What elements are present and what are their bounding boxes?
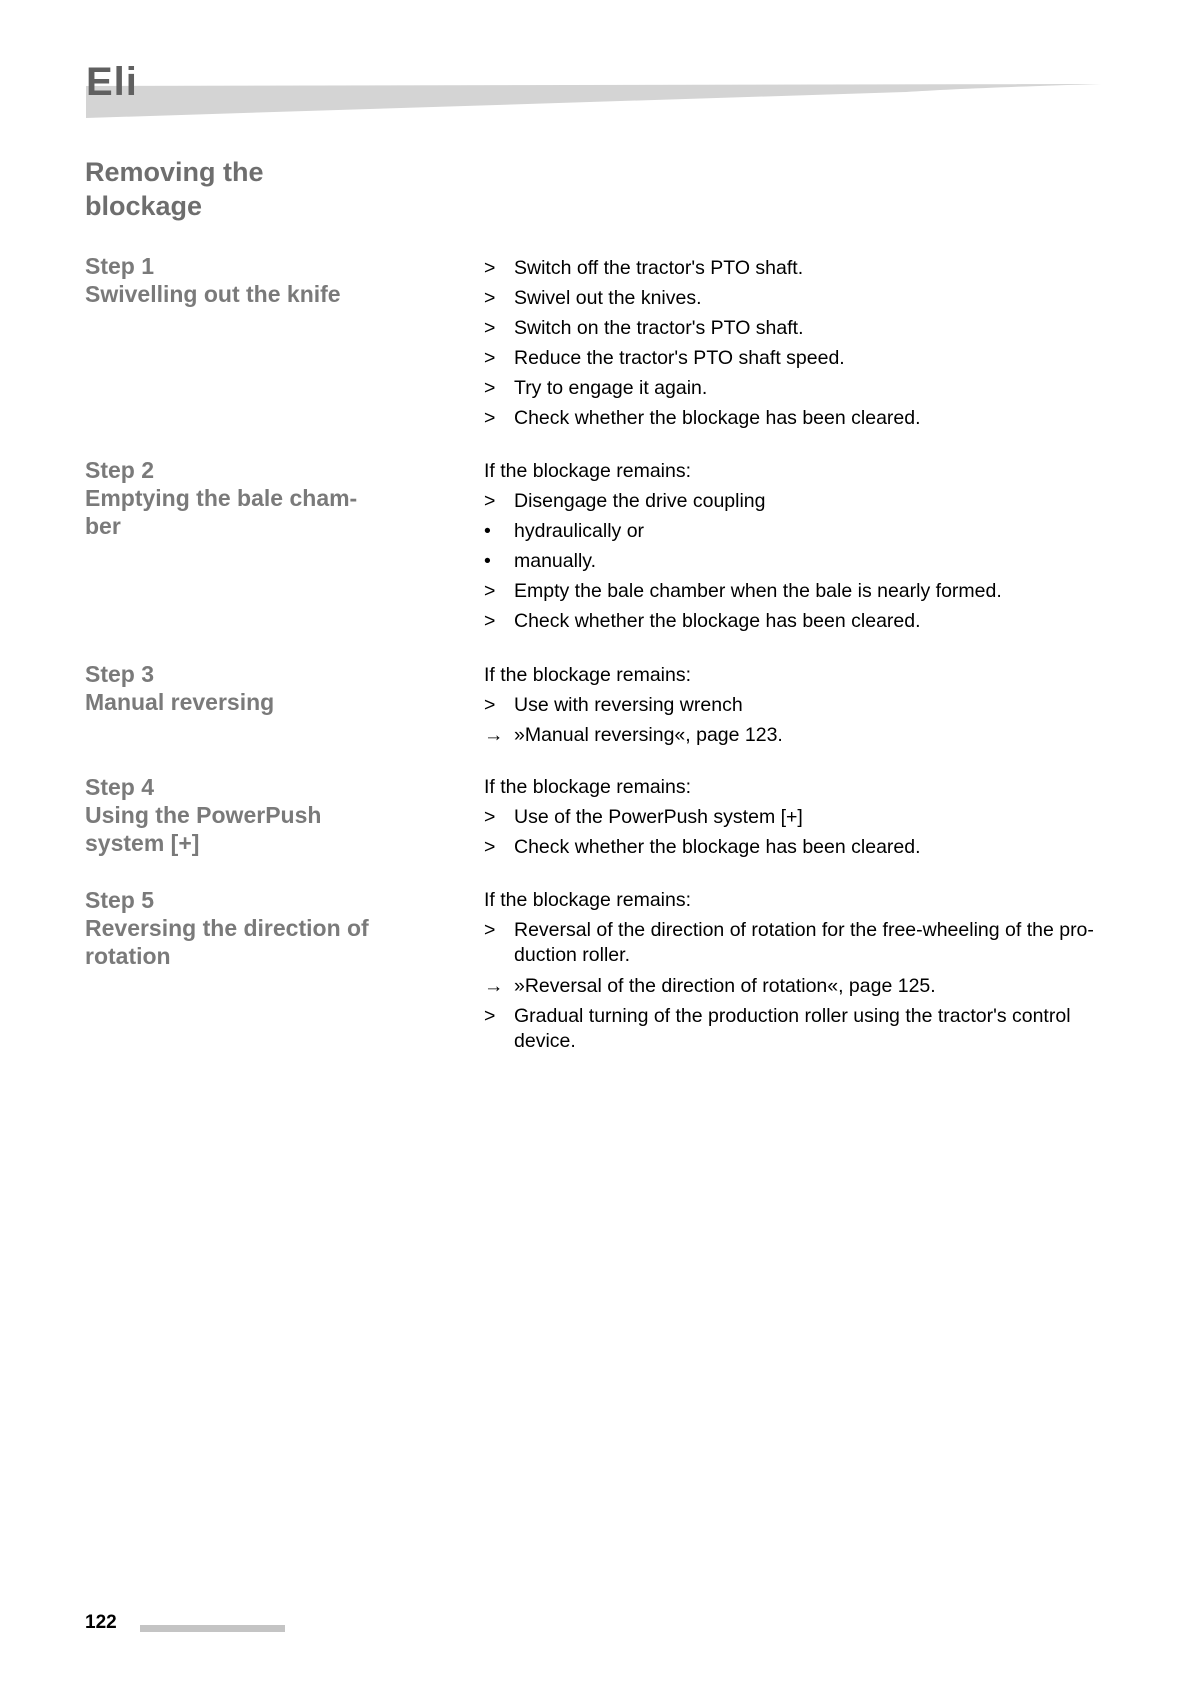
step-marker: > <box>484 287 496 309</box>
instruction-text: hydraulically or <box>514 520 645 542</box>
step-2-instructions <box>484 456 1104 636</box>
instruction-text: Disengage the drive coupling <box>514 490 766 512</box>
instruction-text: Check whether the blockage has been cleared. <box>514 610 921 632</box>
step-marker: > <box>484 347 496 369</box>
step-title: Manual reversing <box>85 689 275 715</box>
step-marker: > <box>484 1005 496 1027</box>
instruction-text: Empty the bale chamber when the bale is nearly formed. <box>514 580 1002 602</box>
step-4-heading <box>85 773 405 857</box>
step-5-instructions <box>484 885 1104 1057</box>
condition-text: If the blockage remains: <box>484 889 692 911</box>
instruction-text: Use with reversing wrench <box>514 694 743 716</box>
instruction-text: Swivel out the knives. <box>514 287 702 309</box>
instruction-line <box>484 576 1104 606</box>
instruction-text: Use of the PowerPush system [+] <box>514 806 803 828</box>
step-number: Step 4 <box>85 774 155 800</box>
instruction-line <box>484 606 1104 636</box>
instruction-text: Reversal of the direction of rotation for the free-wheeling of the pro-duction roller. <box>514 919 1094 966</box>
footer-bar <box>140 1625 285 1632</box>
instruction-line <box>484 283 1104 313</box>
arrow-right-icon: → <box>484 724 504 746</box>
header-swoosh-bar <box>86 58 1101 118</box>
instruction-line <box>484 343 1104 373</box>
instruction-line <box>484 802 1104 832</box>
instruction-line <box>484 373 1104 403</box>
step-marker: > <box>484 806 496 828</box>
step-marker: > <box>484 407 496 429</box>
instruction-text: Switch off the tractor's PTO shaft. <box>514 257 804 279</box>
step-marker: > <box>484 919 496 941</box>
instruction-line <box>484 403 1104 433</box>
step-number: Step 1 <box>85 253 155 279</box>
bullet-marker: • <box>484 520 491 542</box>
step-number: Step 3 <box>85 661 155 687</box>
bullet-line <box>484 546 1104 576</box>
instruction-text: Reduce the tractor's PTO shaft speed. <box>514 347 845 369</box>
step-marker: > <box>484 257 496 279</box>
section-title: Removing the blockage <box>85 157 264 221</box>
instruction-text: Check whether the blockage has been cleared. <box>514 836 921 858</box>
step-3-heading <box>85 660 405 716</box>
step-title: Emptying the bale cham-ber <box>85 485 358 539</box>
instruction-line <box>484 313 1104 343</box>
instruction-text: Check whether the blockage has been cleared. <box>514 407 921 429</box>
step-title: Swivelling out the knife <box>85 281 341 307</box>
condition-text: If the blockage remains: <box>484 664 692 686</box>
instruction-text: Gradual turning of the production roller using the tractor's control device. <box>514 1005 1071 1052</box>
instruction-line <box>484 915 1104 971</box>
step-marker: > <box>484 490 496 512</box>
step-marker: > <box>484 317 496 339</box>
step-5-heading <box>85 886 405 970</box>
instruction-text: Switch on the tractor's PTO shaft. <box>514 317 804 339</box>
step-marker: > <box>484 377 496 399</box>
cross-reference-line <box>484 971 1104 1001</box>
step-marker: > <box>484 836 496 858</box>
step-1-heading <box>85 252 405 308</box>
instruction-text: Try to engage it again. <box>514 377 708 399</box>
bullet-line <box>484 516 1104 546</box>
page-header <box>86 58 1101 118</box>
step-number: Step 5 <box>85 887 155 913</box>
step-number: Step 2 <box>85 457 155 483</box>
page-number: 122 <box>85 1612 117 1633</box>
instruction-line <box>484 690 1104 720</box>
header-title: Eli <box>86 60 138 104</box>
condition-text: If the blockage remains: <box>484 776 692 798</box>
instruction-line <box>484 832 1104 862</box>
step-3-instructions <box>484 660 1104 750</box>
instruction-line <box>484 253 1104 283</box>
condition-text: If the blockage remains: <box>484 460 692 482</box>
cross-reference-line <box>484 720 1104 750</box>
step-title: Using the PowerPush system [+] <box>85 802 322 856</box>
instruction-text: manually. <box>514 550 597 572</box>
step-marker: > <box>484 580 496 602</box>
bullet-marker: • <box>484 550 491 572</box>
step-marker: > <box>484 694 496 716</box>
instruction-line <box>484 1001 1104 1057</box>
step-2-heading <box>85 456 405 540</box>
step-4-instructions <box>484 772 1104 862</box>
cross-reference-text: »Manual reversing«, page 123. <box>514 724 783 746</box>
arrow-right-icon: → <box>484 975 504 997</box>
cross-reference-text: »Reversal of the direction of rotation«, page 125. <box>514 975 936 997</box>
instruction-line <box>484 486 1104 516</box>
step-marker: > <box>484 610 496 632</box>
step-1-instructions <box>484 253 1104 433</box>
step-title: Reversing the direction of rotation <box>85 915 369 969</box>
